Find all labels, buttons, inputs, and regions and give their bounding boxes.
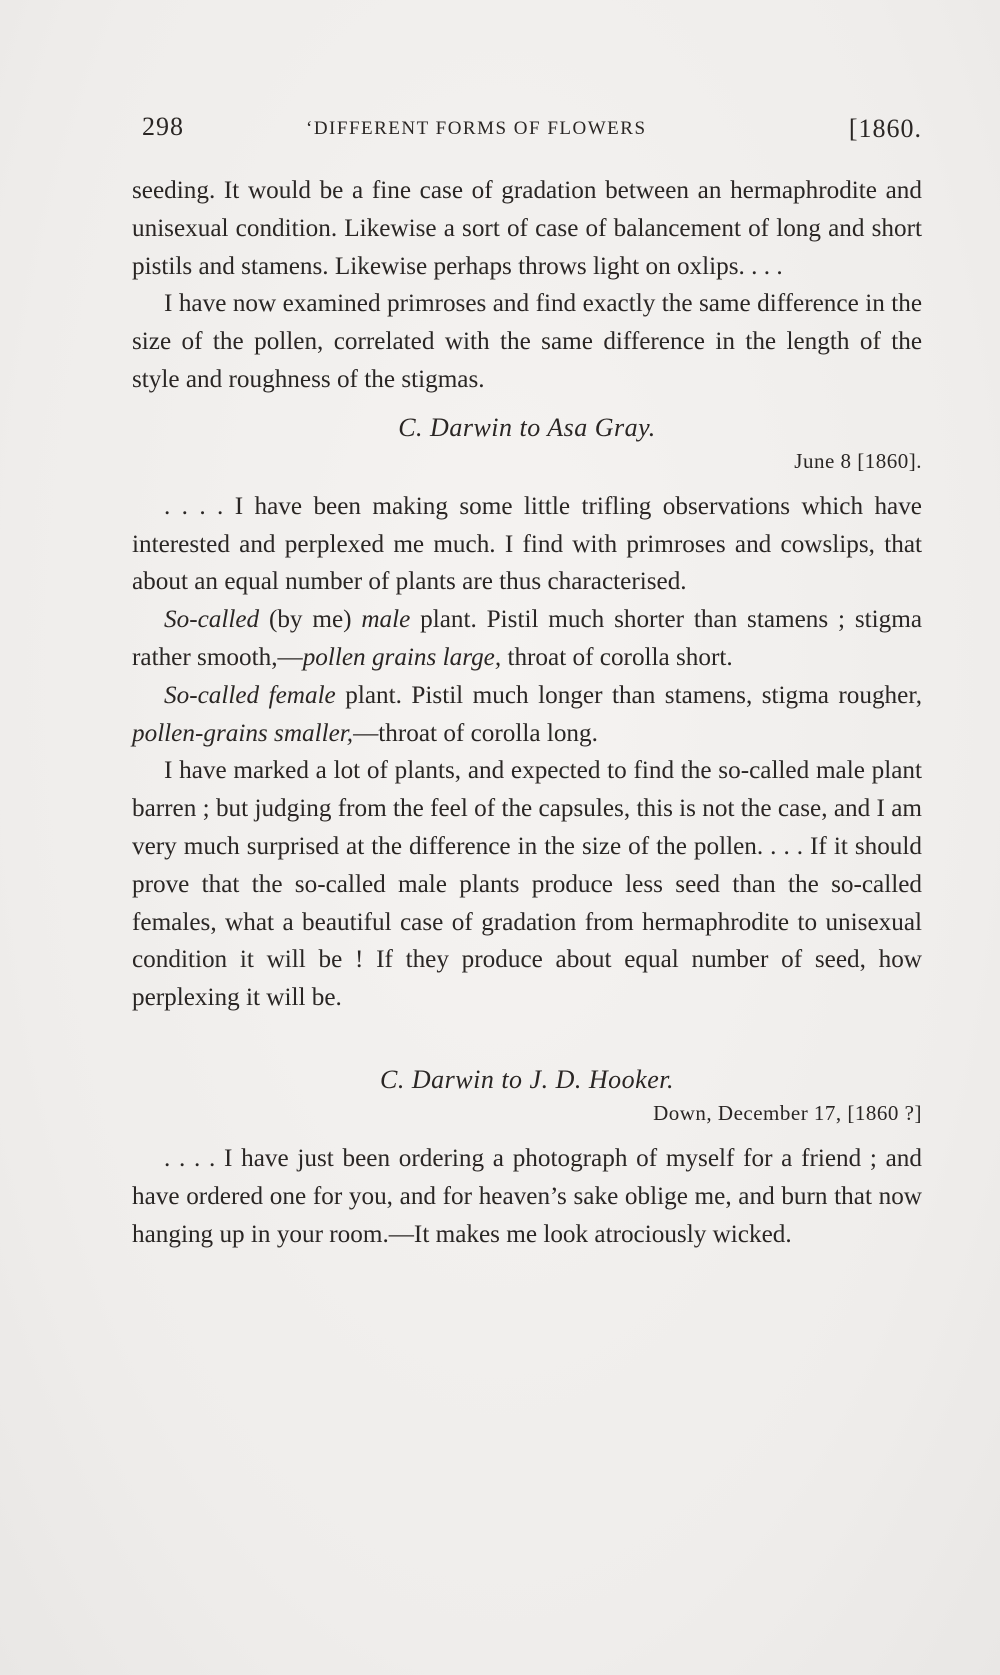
text-by-me: (by me) [259,606,362,634]
header-year: [1860. [848,114,922,143]
letter-date-gray: June 8 [1860]. [794,448,922,473]
paragraph-marked-plants: I have marked a lot of plants, and expected to find the so-called male plant barren ; but judging from the feel of the capsules, this is not the case, and I am very much surprised at the difference in the size of the pollen. . . . If it should prove that the so-called male plants produce less seed than the so-called females, what a beautiful case of gradation from hermaphrodite to unisexual condition it will be ! If they produce about equal number of seed, how perplexing it will be. [132,757,922,1012]
paragraph-female-plant [132,677,922,753]
paragraph-primroses: I have now examined primroses and find exactly the same difference in the size of the pollen, correlated with the same difference in the length of the style and roughness of the stigmas. [132,290,922,393]
letter-date-hooker: Down, December 17, [1860 ?] [653,1100,922,1125]
paragraph-male-plant [132,601,922,677]
page-header [138,112,922,152]
page-number: 298 [142,112,184,141]
text-throat-short: throat of corolla short. [501,643,733,671]
text-throat-long: —throat of corolla long. [353,719,598,747]
paragraph-continuation: seeding. It would be a fine case of gradation between an hermaphrodite and unisexual condition. Likewise a sort of case of balancement of long and short pistils and stamens. Likewise perhaps throws light on oxlips. . . . [132,177,922,280]
text-male-description: plant. Pistil much shorter than stamens ; stigma rather smooth,— [132,606,922,671]
paragraph-photograph: . . . . I have just been ordering a photograph of myself for a friend ; and have ordered one for you, and for heaven’s sake oblige me, and burn that now hanging up in your room.—It makes me look atrociously wicked. [132,1144,922,1248]
text-female-description: plant. Pistil much longer than stamens, stigma rougher, [335,681,922,709]
italic-pollen-large: pollen grains large, [302,643,502,671]
italic-male: male [361,606,411,634]
page-body [132,172,922,1253]
italic-so-called-female: So-called female [164,681,336,709]
running-title: ‘DIFFERENT FORMS OF FLOWERS [306,118,647,139]
letter-heading-hooker: C. Darwin to J. D. Hooker. [380,1064,674,1094]
paragraph-observations: . . . . I have been making some little trifling observations which have interested and perplexed me much. I find with primroses and cowslips, that about an equal number of plants are thus characterised. [132,492,922,596]
letter-heading-gray: C. Darwin to Asa Gray. [398,412,656,442]
italic-so-called: So-called [164,606,260,634]
italic-pollen-smaller: pollen-grains smaller, [132,719,354,747]
